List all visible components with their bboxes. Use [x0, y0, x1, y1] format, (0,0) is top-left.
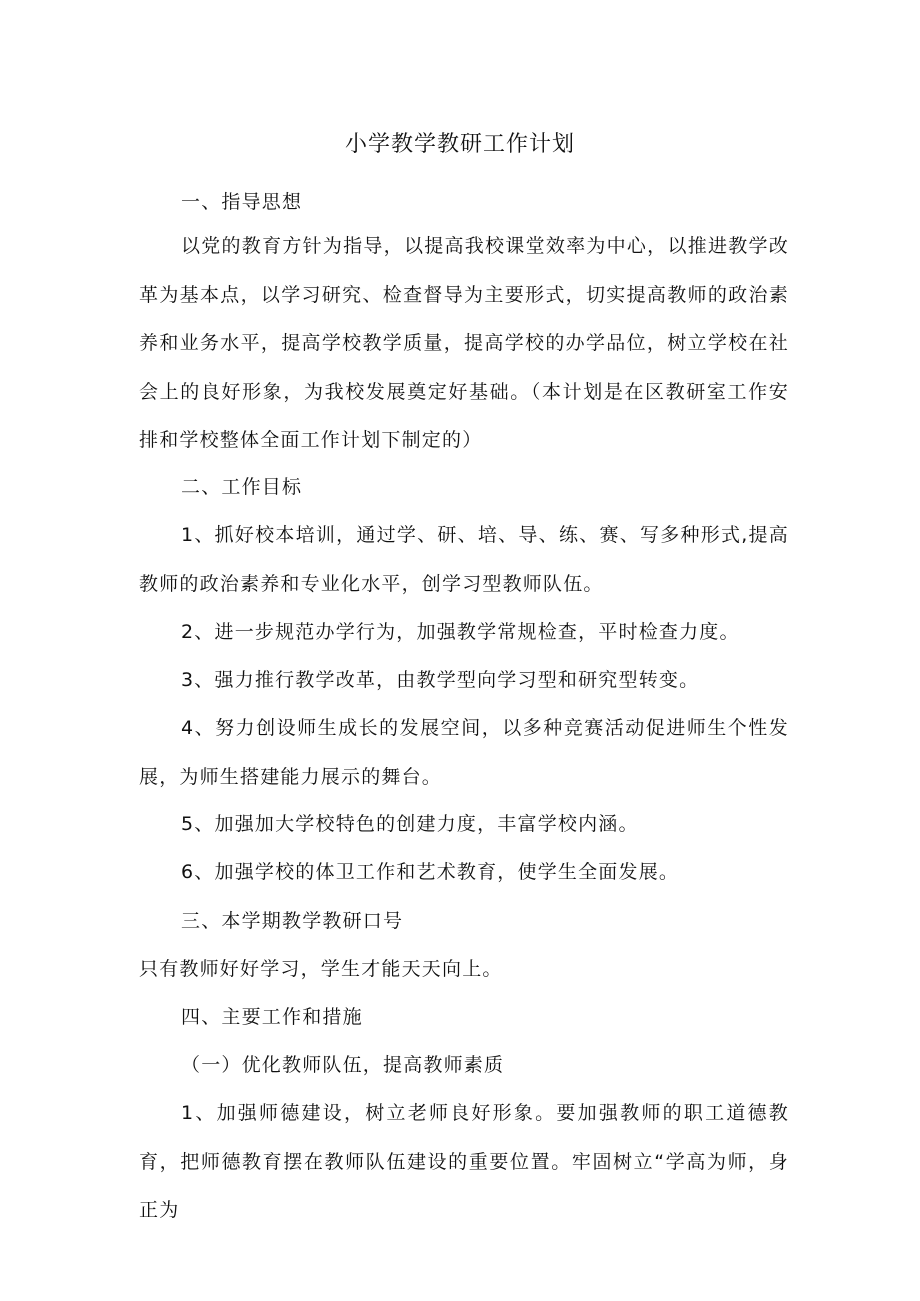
goal-item-1: 1、抓好校本培训，通过学、研、培、导、练、赛、写多种形式,提高教师的政治素养和专业化水平，创学习型教师队伍。: [139, 524, 789, 595]
slogan-text: 只有教师好好学习，学生才能天天向上。: [139, 958, 503, 980]
section-heading-guiding-thought: 一、指导思想: [181, 191, 303, 213]
measure-item-1: 1、加强师德建设，树立老师良好形象。要加强教师的职工道德教育，把师德教育摆在教师队伍建设的重要位置。牢固树立“学高为师，身正为: [139, 1102, 789, 1221]
goal-item-4: 4、努力创设师生成长的发展空间，以多种竞赛活动促进师生个性发展，为师生搭建能力展示的舞台。: [139, 717, 789, 788]
goal-item-6: 6、加强学校的体卫工作和艺术教育，使学生全面发展。: [181, 861, 680, 883]
goal-item-2: 2、进一步规范办学行为，加强教学常规检查，平时检查力度。: [181, 621, 740, 643]
section-heading-main-work: 四、主要工作和措施: [181, 1006, 363, 1028]
paragraph-guiding-thought: 以党的教育方针为指导，以提高我校课堂效率为中心，以推进教学改革为基本点，以学习研究、检查督导为主要形式，切实提高教师的政治素养和业务水平，提高学校教学质量，提高学校的办学品位，树立学校在社会上的良好形象，为我校发展奠定好基础。（本计划是在区教研室工作安排和学校整体全面工作计划下制定的）: [139, 235, 789, 451]
section-heading-work-goals: 二、工作目标: [181, 476, 303, 498]
document-title: 小学教学教研工作计划: [344, 132, 575, 157]
goal-item-5: 5、加强加大学校特色的创建力度，丰富学校内涵。: [181, 813, 639, 835]
subsection-heading-teacher-team: （一）优化教师队伍，提高教师素质: [181, 1054, 505, 1076]
goal-item-3: 3、强力推行教学改革，由教学型向学习型和研究型转变。: [181, 669, 700, 691]
section-heading-slogan: 三、本学期教学教研口号: [181, 910, 404, 932]
